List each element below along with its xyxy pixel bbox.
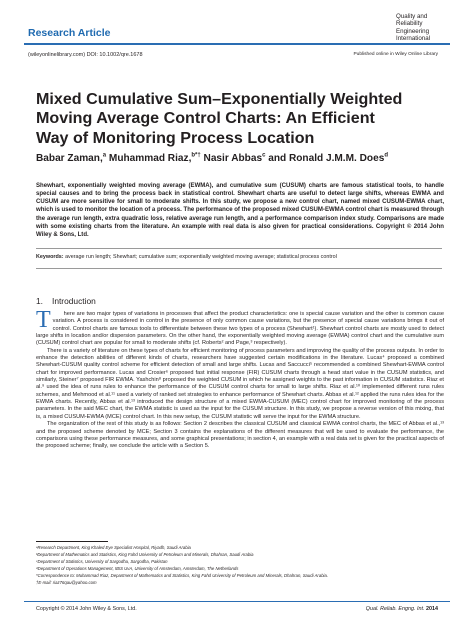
footnote-rule — [36, 541, 108, 542]
copyright-line: Copyright © 2014 John Wiley & Sons, Ltd. — [36, 606, 137, 612]
journal-name-line: Engineering — [396, 27, 430, 35]
author-name: Muhammad Riaz, — [108, 153, 192, 164]
journal-name-line: International — [396, 35, 431, 43]
footnote: ᵈDepartment of Operations Management, IBIS UvA, University of Amsterdam, Amsterdam, The Netherlands — [36, 566, 239, 572]
doi-line: (wileyonlinelibrary.com) DOI: 10.1002/qre.1678 — [28, 52, 143, 58]
header-rule — [24, 43, 450, 45]
paragraph: There is a variety of literature on these types of charts for efficient monitoring of process parameters and improving the quality of the process outputs. In order to enhance the detection abilities of different kinds of charts, researchers have suggested certain modifications in the literature. Lucas⁴ proposed a combined Shewhart-CUSUM quality control scheme for efficient detection of small and large shifts. Lucas and Saccucci⁵ recommended a combined Shewhart-EWMA control chart for improved performance. Lucas and Crosier⁶ proposed fast initial response (FIR) CUSUM charts through a head start value in the CUSUM statistics, and similarly, Steiner⁷ proposed FIR EWMA. Yashchin⁸ proposed the weighted CUSUM in which he assigned weights to the past information in CUSUM statistics. Riaz et al.⁹ used the idea of runs rules to enhance the performance of the CUSUM control charts for small to large shifts. Riaz et al.¹⁰ implemented different runs rules schemes, and Mehmood et al.¹¹ used a variety of ranked set strategies to enhance performance of Shewhart charts. Abbas et al.¹² applied the runs rules idea for the EWMA charts. Recently, Abbas et al.¹³ introduced the design structure of a mixed EWMA-CUSUM (MEC) control chart for improved monitoring of the process parameters. In the said MEC chart, the EWMA statistic is used as the input for the CUSUM structure. In this study, we propose a reverse version of this mixing, that is, a mixed CUSUM-EWMA (MCE) control chart. In this new setup, the CUSUM statistic will serve the input for the EWMA structure. — [36, 347, 444, 420]
author-name: Nasir Abbas — [203, 153, 263, 164]
body-text — [36, 307, 444, 451]
keywords-bottom-rule — [36, 268, 442, 269]
journal-name — [396, 13, 466, 43]
published-online-line: Published online in Wiley Online Library — [353, 52, 438, 57]
footer-rule — [24, 601, 450, 602]
author-name: Babar Zaman, — [36, 153, 103, 164]
paper-title: Mixed Cumulative Sum–Exponentially Weighted Moving Average Control Charts: An Efficient Way of Monitoring Process Location — [36, 90, 403, 147]
publication-year: 2014 — [426, 606, 438, 612]
section-heading — [36, 296, 96, 306]
author-affiliation-mark: d — [384, 152, 388, 159]
section-title: Introduction — [52, 296, 96, 306]
footnote: ᵃResearch Department, King Khaled Eye Specialist Hospital, Riyadh, Saudi Arabia — [36, 545, 191, 550]
abstract: Shewhart, exponentially weighted moving average (EWMA), and cumulative sum (CUSUM) charts are famous statistical tools, to handle special causes and to bring the process back in statistical control. Shewhart charts are useful to detect large shifts, whereas EWMA and CUSUM are more sensitive for small to moderate shifts. In this study, we propose a new control chart, named mixed CUSUM-EWMA chart, which is used to monitor the location of a process. The performance of the proposed mixed CUSUM-EWMA control chart is measured through the average run length, extra quadratic loss, relative average run length, and a performance comparison index study. Comparisons are made with some existing charts from the literature. An example with real data is also given for practical considerations. Copyright © 2014 John Wiley & Sons, Ltd. — [36, 183, 444, 238]
journal-abbreviation: Qual. Reliab. Engng. Int. — [365, 606, 425, 612]
section-number: 1. — [36, 296, 43, 306]
footnote: †E-mail: riaz76qau@yahoo.com — [36, 580, 97, 586]
journal-name-line: Quality and — [396, 13, 428, 20]
paragraph — [36, 307, 444, 348]
keywords-text: average run length; Shewhart; cumulative sum; exponentially weighted moving average; statistical process control — [65, 254, 337, 260]
footnotes — [36, 544, 456, 587]
journal-citation — [366, 606, 438, 612]
article-type-label: Research Article — [28, 27, 111, 39]
author-list — [36, 153, 456, 164]
footnote: ᵇDepartment of Mathematics and Statistics, King Fahd University of Petroleum and Minerals, Dhahran, Saudi Arabia — [36, 552, 254, 558]
drop-cap: T — [36, 307, 51, 333]
author-affiliation-mark: b*† — [191, 152, 201, 159]
footnote: ᶜDepartment of Statistics, University of Sargodha, Sargodha, Pakistan — [36, 559, 168, 565]
author-name: and Ronald J.M.M. Does — [268, 153, 385, 164]
footnote: *Correspondence to: Muhammad Riaz, Department of Mathematics and Statistics, King Fahd University of Petroleum and Minerals, Dhahran, Saudi Arabia. — [36, 573, 329, 579]
keywords — [36, 254, 456, 260]
keywords-top-rule — [36, 248, 442, 249]
paragraph-text: here are two major types of variations in processes that affect the product characteristics: one is special cause variation and the other is common cause variation. A process is considered in control in the presence of only common cause variations, but the presence of special cause variations brings it out of control. Control charts are famous tools to differentiate between these two types of a process (Shewhart¹). Shewhart control charts are mostly used to detect large shifts in location and/or dispersion parameters. On the other hand, the exponentially weighted moving average (EWMA) control chart and the cumulative sum (CUSUM) control chart are popular for small to moderate shifts (cf. Roberts² and Page,³ respectively). — [36, 311, 444, 347]
author-affiliation-mark: a — [102, 152, 107, 159]
paragraph: The organization of the rest of this study is as follows: Section 2 describes the classical CUSUM and classical EWMA control charts, the MEC of Abbas et al.,¹³ and the proposed scheme denoted by MCE; Section 3 contains the explanations of the different measures that will be used to evaluate the performance, the comparisons using these performance measures, and some graphical presentations; in section 4, an example with a real data set is given for the practical aspects of the proposed scheme; finally, we conclude the article with a Section 5. — [36, 421, 444, 450]
keywords-label: Keywords: — [36, 254, 64, 260]
journal-name-line: Reliability — [396, 20, 423, 28]
author-affiliation-mark: c — [262, 152, 266, 159]
